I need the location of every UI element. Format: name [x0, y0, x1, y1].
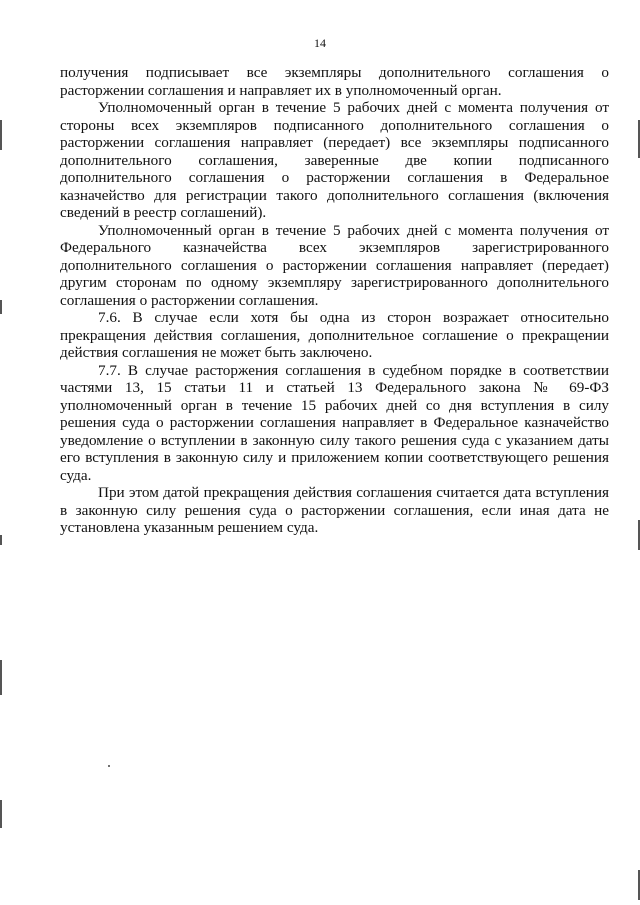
- paragraph-continuation: получения подписывает все экземпляры дополнительного соглашения о расторжении соглашения и направляет их в уполномоченный орган.: [60, 64, 609, 99]
- scan-edge-mark: [0, 535, 2, 545]
- paragraph-termination-date: При этом датой прекращения действия соглашения считается дата вступления в законную силу решения суда о расторжении соглашения, если иная дата не установлена указанным решением суда.: [60, 484, 609, 536]
- paragraph-clause-7-7: 7.7. В случае расторжения соглашения в судебном порядке в соответствии частями 13, 15 статьи 11 и статьей 13 Федерального закона № 69-ФЗ уполномоченный орган в течение 15 рабочих дней со дня вступления в силу решения суда о расторжении соглашения направляет в Федеральное казначейство уведомление о вступлении в законную силу такого решения суда с указанием даты его вступления в законную силу и приложением копии соответствующего решения суда.: [60, 361, 609, 484]
- document-body: [60, 64, 609, 537]
- paragraph-registration-submission: Уполномоченный орган в течение 5 рабочих дней с момента получения от стороны всех экземпляров подписанного дополнительного соглашения о расторжении соглашения направляет (передает) все экземпляры подписанного дополнительного соглашения, заверенные две копии подписанного дополнительного соглашения о расторжении соглашения в Федеральное казначейство для регистрации такого дополнительного соглашения (включения сведений в реестр соглашений).: [60, 99, 609, 221]
- scan-edge-mark: [0, 660, 2, 695]
- scan-speck: [108, 765, 110, 767]
- scan-edge-mark: [0, 120, 2, 150]
- scan-edge-mark: [0, 300, 2, 314]
- paragraph-distribution: Уполномоченный орган в течение 5 рабочих дней с момента получения от Федерального казначейства всех экземпляров зарегистрированного дополнительного соглашения о расторжении соглашения направляет (передает) другим сторонам по одному экземпляру зарегистрированного дополнительного соглашения о расторжении соглашения.: [60, 221, 609, 309]
- paragraph-clause-7-6: 7.6. В случае если хотя бы одна из сторон возражает относительно прекращения действия соглашения, дополнительное соглашение о прекращении действия соглашения не может быть заключено.: [60, 309, 609, 361]
- scan-edge-mark: [0, 800, 2, 828]
- page-number: 14: [314, 36, 326, 50]
